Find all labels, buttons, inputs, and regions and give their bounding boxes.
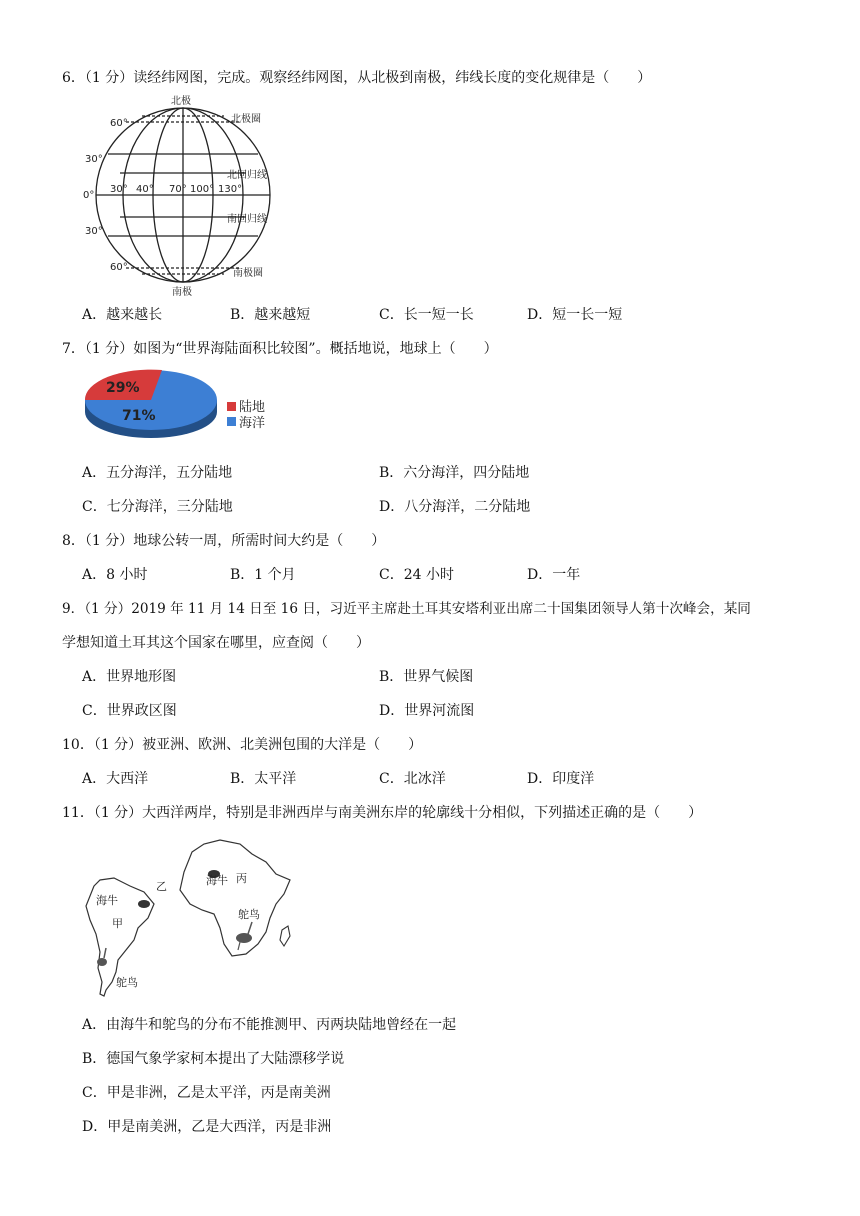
q6-option-c: C．长一短一长 [379,307,474,323]
question-8-stem: 8．（1 分）地球公转一周，所需时间大约是（ ） [62,533,386,549]
legend-land-swatch [227,402,236,411]
continents-figure [80,834,300,1000]
madagascar-outline [280,926,290,946]
q6-option-a: A．越来越长 [82,307,163,323]
lat-60n-label: 60° [110,118,128,129]
af-ostrich-label: 鸵鸟 [238,908,260,921]
q9-option-b: B．世界气候图 [379,669,474,685]
lat-30s-label: 30° [85,226,103,237]
question-11-stem: 11．（1 分）大西洋两岸，特别是非洲西岸与南美洲东岸的轮廓线十分相似，下列描述正确的是（ ） [62,805,703,821]
q6-option-d: D．短一长一短 [527,307,623,323]
question-9-stem-line2: 学想知道土耳其这个国家在哪里，应查阅（ ） [62,635,370,651]
q10-option-c: C．北冰洋 [379,771,446,787]
q11-option-a: A．由海牛和鸵鸟的分布不能推测甲、丙两块陆地曾经在一起 [82,1017,457,1033]
q10-option-a: A．大西洋 [82,771,149,787]
q9-option-c: C．世界政区图 [82,703,177,719]
question-10-stem: 10．（1 分）被亚洲、欧洲、北美洲包围的大洋是（ ） [62,737,423,753]
lat-60s-label: 60° [110,262,128,273]
q7-option-d: D．八分海洋，二分陆地 [379,499,531,515]
q10-option-d: D．印度洋 [527,771,595,787]
sa-ostrich-label: 鸵鸟 [116,976,138,989]
legend-ocean-label: 海洋 [239,416,266,431]
question-9-stem-line1: 9．（1 分）2019 年 11 月 14 日至 16 日，习近平主席赴土耳其安塔利亚出席二十国集团领导人第十次峰会，某同 [62,601,751,617]
af-manatee-label: 海牛 [206,874,228,887]
lon-label: 70° [169,184,187,195]
q11-option-c: C．甲是非洲，乙是太平洋，丙是南美洲 [82,1085,331,1101]
south-pole-label: 南极 [172,287,192,298]
ocean-pct-label: 71% [122,408,156,424]
lat-30n-label: 30° [85,154,103,165]
arctic-circle-label: 北极圈 [231,114,261,125]
lon-label: 100° [190,184,215,195]
q6-option-b: B．越来越短 [230,307,311,323]
sa-manatee-label: 海牛 [96,894,118,907]
ostrich-icon [97,948,107,966]
manatee-icon [138,900,150,908]
q9-option-a: A．世界地形图 [82,669,177,685]
lon-label: 30° [110,184,128,195]
antarctic-circle-label: 南极圈 [233,268,263,279]
africa-outline [180,840,290,956]
q8-option-a: A．8 小时 [82,567,148,583]
q8-option-c: C．24 小时 [379,567,454,583]
q8-option-b: B．1 个月 [230,567,296,583]
lon-label: 40° [136,184,154,195]
q9-option-d: D．世界河流图 [379,703,475,719]
sa-jia-label: 甲 [112,917,123,930]
q10-option-b: B．太平洋 [230,771,297,787]
q11-option-d: D．甲是南美洲，乙是大西洋，丙是非洲 [82,1119,332,1135]
yi-label: 乙 [156,880,167,893]
graticule-figure [80,92,290,302]
q8-option-d: D．一年 [527,567,581,583]
tropic-cancer-label: 北回归线 [227,170,267,181]
q7-option-b: B．六分海洋，四分陆地 [379,465,530,481]
lon-label: 130° [218,184,243,195]
q11-option-b: B．德国气象学家柯本提出了大陆漂移学说 [82,1051,345,1067]
legend-land-label: 陆地 [239,400,266,415]
q7-option-c: C．七分海洋，三分陆地 [82,499,233,515]
q7-option-a: A．五分海洋，五分陆地 [82,465,233,481]
question-6-stem: 6．（1 分）读经纬网图，完成。观察经纬网图，从北极到南极，纬线长度的变化规律是（ ） [62,70,652,86]
legend-ocean-swatch [227,417,236,426]
north-pole-label: 北极 [171,96,191,107]
land-pct-label: 29% [106,380,140,396]
ostrich-icon [236,922,252,950]
af-bing-label: 丙 [236,872,247,885]
tropic-capricorn-label: 南回归线 [227,214,267,225]
lat-0-label: 0° [83,190,95,201]
land-sea-pie-chart [80,362,280,452]
question-7-stem: 7．（1 分）如图为“世界海陆面积比较图”。概括地说，地球上（ ） [62,341,498,357]
